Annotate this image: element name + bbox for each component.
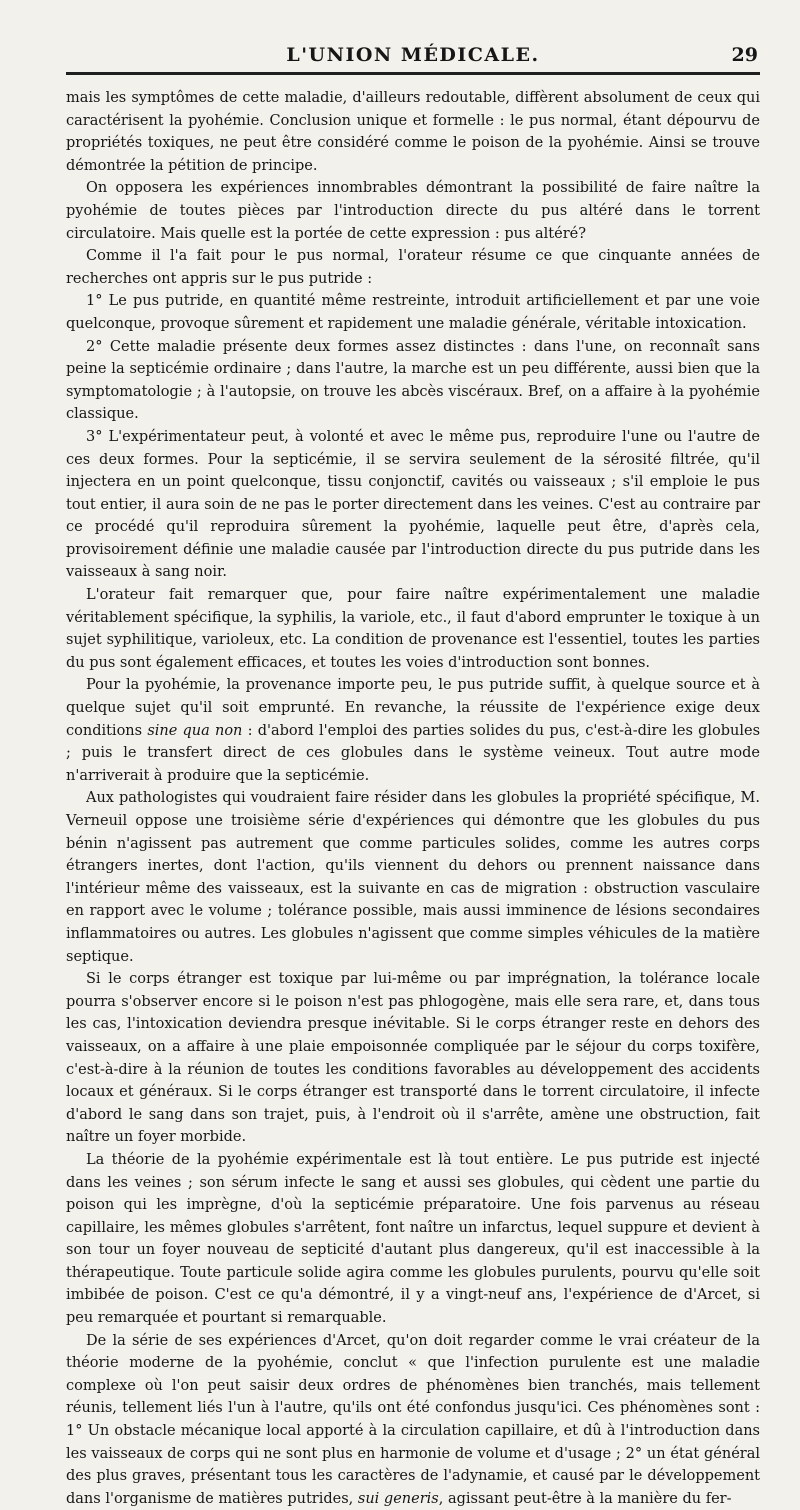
paragraph-1: mais les symptômes de cette maladie, d'ailleurs redoutable, diffèrent absolument de ceux qui caractérisent la pyohémie. Conclusion unique et formelle : le pus normal, étant dépourvu de propriétés toxiques, ne peut être considéré comme le poison de la pyohémie. Ainsi se trouve démontrée la pétition de principe. [66, 90, 760, 174]
paragraph-12 [66, 1330, 760, 1510]
paragraph-12-text: De la série de ses expériences d'Arcet, qu'on doit regarder comme le vrai créateur de la théorie moderne de la pyohémie, conclut « que l'infection purulente est une maladie complexe où l'on peut saisir deux ordres de phénomènes bien tranchés, mais tellement réunis, tellement liés l'un à l'autre, qu'ils ont été confondus jusqu'ici. Ces phénomènes sont : 1° Un obstacle mécanique local apporté à la circulation capillaire, et dû à l'introduction dans les vaisseaux de corps qui ne sont plus en harmonie de volume et d'usage ; 2° un état général des plus graves, présentant tous les caractères de l'adynamie, et causé par le développement dans l'organisme de matières putrides, [66, 1332, 760, 1507]
page-number: 29 [731, 44, 758, 66]
header-rule [66, 72, 760, 75]
paragraph-5: 2° Cette maladie présente deux formes assez distinctes : dans l'une, on reconnaît sans peine la septicémie ordinaire ; dans l'autre, la marche est un peu différente, aussi bien que la symptomatologie ; à l'autopsie, on trouve les abcès viscéraux. Bref, on a affaire à la pyohémie classique. [66, 338, 760, 423]
paragraph-2: On opposera les expériences innombrables démontrant la possibilité de faire naître la pyohémie de toutes pièces par l'introduction directe du pus altéré dans le torrent circulatoire. Mais quelle est la portée de cette expression : pus altéré? [66, 180, 760, 242]
paragraph-8-rest: : d'abord l'emploi des parties solides du pus, c'est-à-dire les globules ; puis le transfert direct de ces globules dans le système veineux. Tout autre mode n'arriverait à produire que la septicémie. [66, 722, 761, 784]
running-header [66, 44, 760, 72]
paragraph-8 [66, 674, 760, 787]
paragraph-7: L'orateur fait remarquer que, pour faire naître expérimentalement une maladie véritablement spécifique, la syphilis, la variole, etc., il faut d'abord emprunter le toxique à un sujet syphilitique, varioleux, etc. La condition de provenance est l'essentiel, toutes les parties du pus sont également efficaces, et toutes les voies d'introduction sont bonnes. [66, 587, 760, 671]
paragraph-6: 3° L'expérimentateur peut, à volonté et avec le même pus, reproduire l'une ou l'autre de ces deux formes. Pour la septicémie, il se servira seulement de la sérosité filtrée, qu'il injectera en un point quelconque, tissu conjonctif, cavités ou vaisseaux ; s'il emploie le pus tout entier, il aura soin de ne pas le porter directement dans les veines. C'est au contraire par ce procédé qu'il reproduira sûrement la pyohémie, laquelle peut être, d'après cela, provisoirement définie une maladie causée par l'introduction directe du pus putride dans les vaisseaux à sang noir. [66, 428, 760, 581]
paragraph-3: Comme il l'a fait pour le pus normal, l'orateur résume ce que cinquante années de recherches ont appris sur le pus putride : [66, 248, 760, 287]
paragraph-9: Aux pathologistes qui voudraient faire résider dans les globules la propriété spécifique, M. Verneuil oppose une troisième série d'expériences qui démontre que les globules du pus bénin n'agissent pas autrement que comme particules solides, comme les autres corps étrangers inertes, dont l'action, qu'ils viennent du dehors ou prennent naissance dans l'intérieur même des vaisseaux, est la suivante en cas de migration : obstruction vasculaire en rapport avec le volume ; tolérance possible, mais aussi imminence de lésions secondaires inflammatoires ou autres. Les globules n'agissent que comme simples véhicules de la matière septique. [66, 790, 760, 965]
journal-title: L'UNION MÉDICALE. [286, 44, 540, 66]
paragraph-12-italic: sui generis [357, 1490, 439, 1507]
paragraph-4: 1° Le pus putride, en quantité même restreinte, introduit artificiellement et par une voie quelconque, provoque sûrement et rapidement une maladie générale, véritable intoxication. [66, 293, 760, 332]
paragraph-12-rest: , agissant peut-être à la manière du fer- [438, 1490, 732, 1507]
paragraph-10: Si le corps étranger est toxique par lui-même ou par imprégnation, la tolérance locale pourra s'observer encore si le poison n'est pas phlogogène, mais elle sera rare, et, dans tous les cas, l'intoxication deviendra presque inévitable. Si le corps étranger reste en dehors des vaisseaux, on a affaire à une plaie empoisonnée compliquée par le séjour du corps toxifère, c'est-à-dire à la réunion de toutes les conditions favorables au développement des accidents locaux et généraux. Si le corps étranger est transporté dans le torrent circulatoire, il infecte d'abord le sang dans son trajet, puis, à l'endroit où il s'arrête, amène une obstruction, fait naître un foyer morbide. [66, 971, 760, 1146]
paragraph-8-italic: sine qua non [147, 722, 243, 739]
article-body [66, 87, 760, 1510]
paragraph-11: La théorie de la pyohémie expérimentale est là tout entière. Le pus putride est injecté dans les veines ; son sérum infecte le sang et aussi ses globules, qui cèdent une partie du poison qui les imprègne, d'où la septicémie préparatoire. Une fois parvenus au réseau capillaire, les mêmes globules s'arrêtent, font naître un infarctus, lequel suppure et devient à son tour un foyer nouveau de septicité d'autant plus dangereux, qu'il est inaccessible à la thérapeutique. Toute particule solide agira comme les globules purulents, pourvu qu'elle soit imbibée de poison. C'est ce qu'a démontré, il y a vingt-neuf ans, l'expérience de d'Arcet, si peu remarquée et pourtant si remarquable. [66, 1151, 760, 1327]
paragraph-8-text: Pour la pyohémie, la provenance importe peu, le pus putride suffit, à quelque source et à quelque sujet qu'il soit emprunté. En revanche, la réussite de l'expérience exige deux conditions [66, 677, 760, 739]
